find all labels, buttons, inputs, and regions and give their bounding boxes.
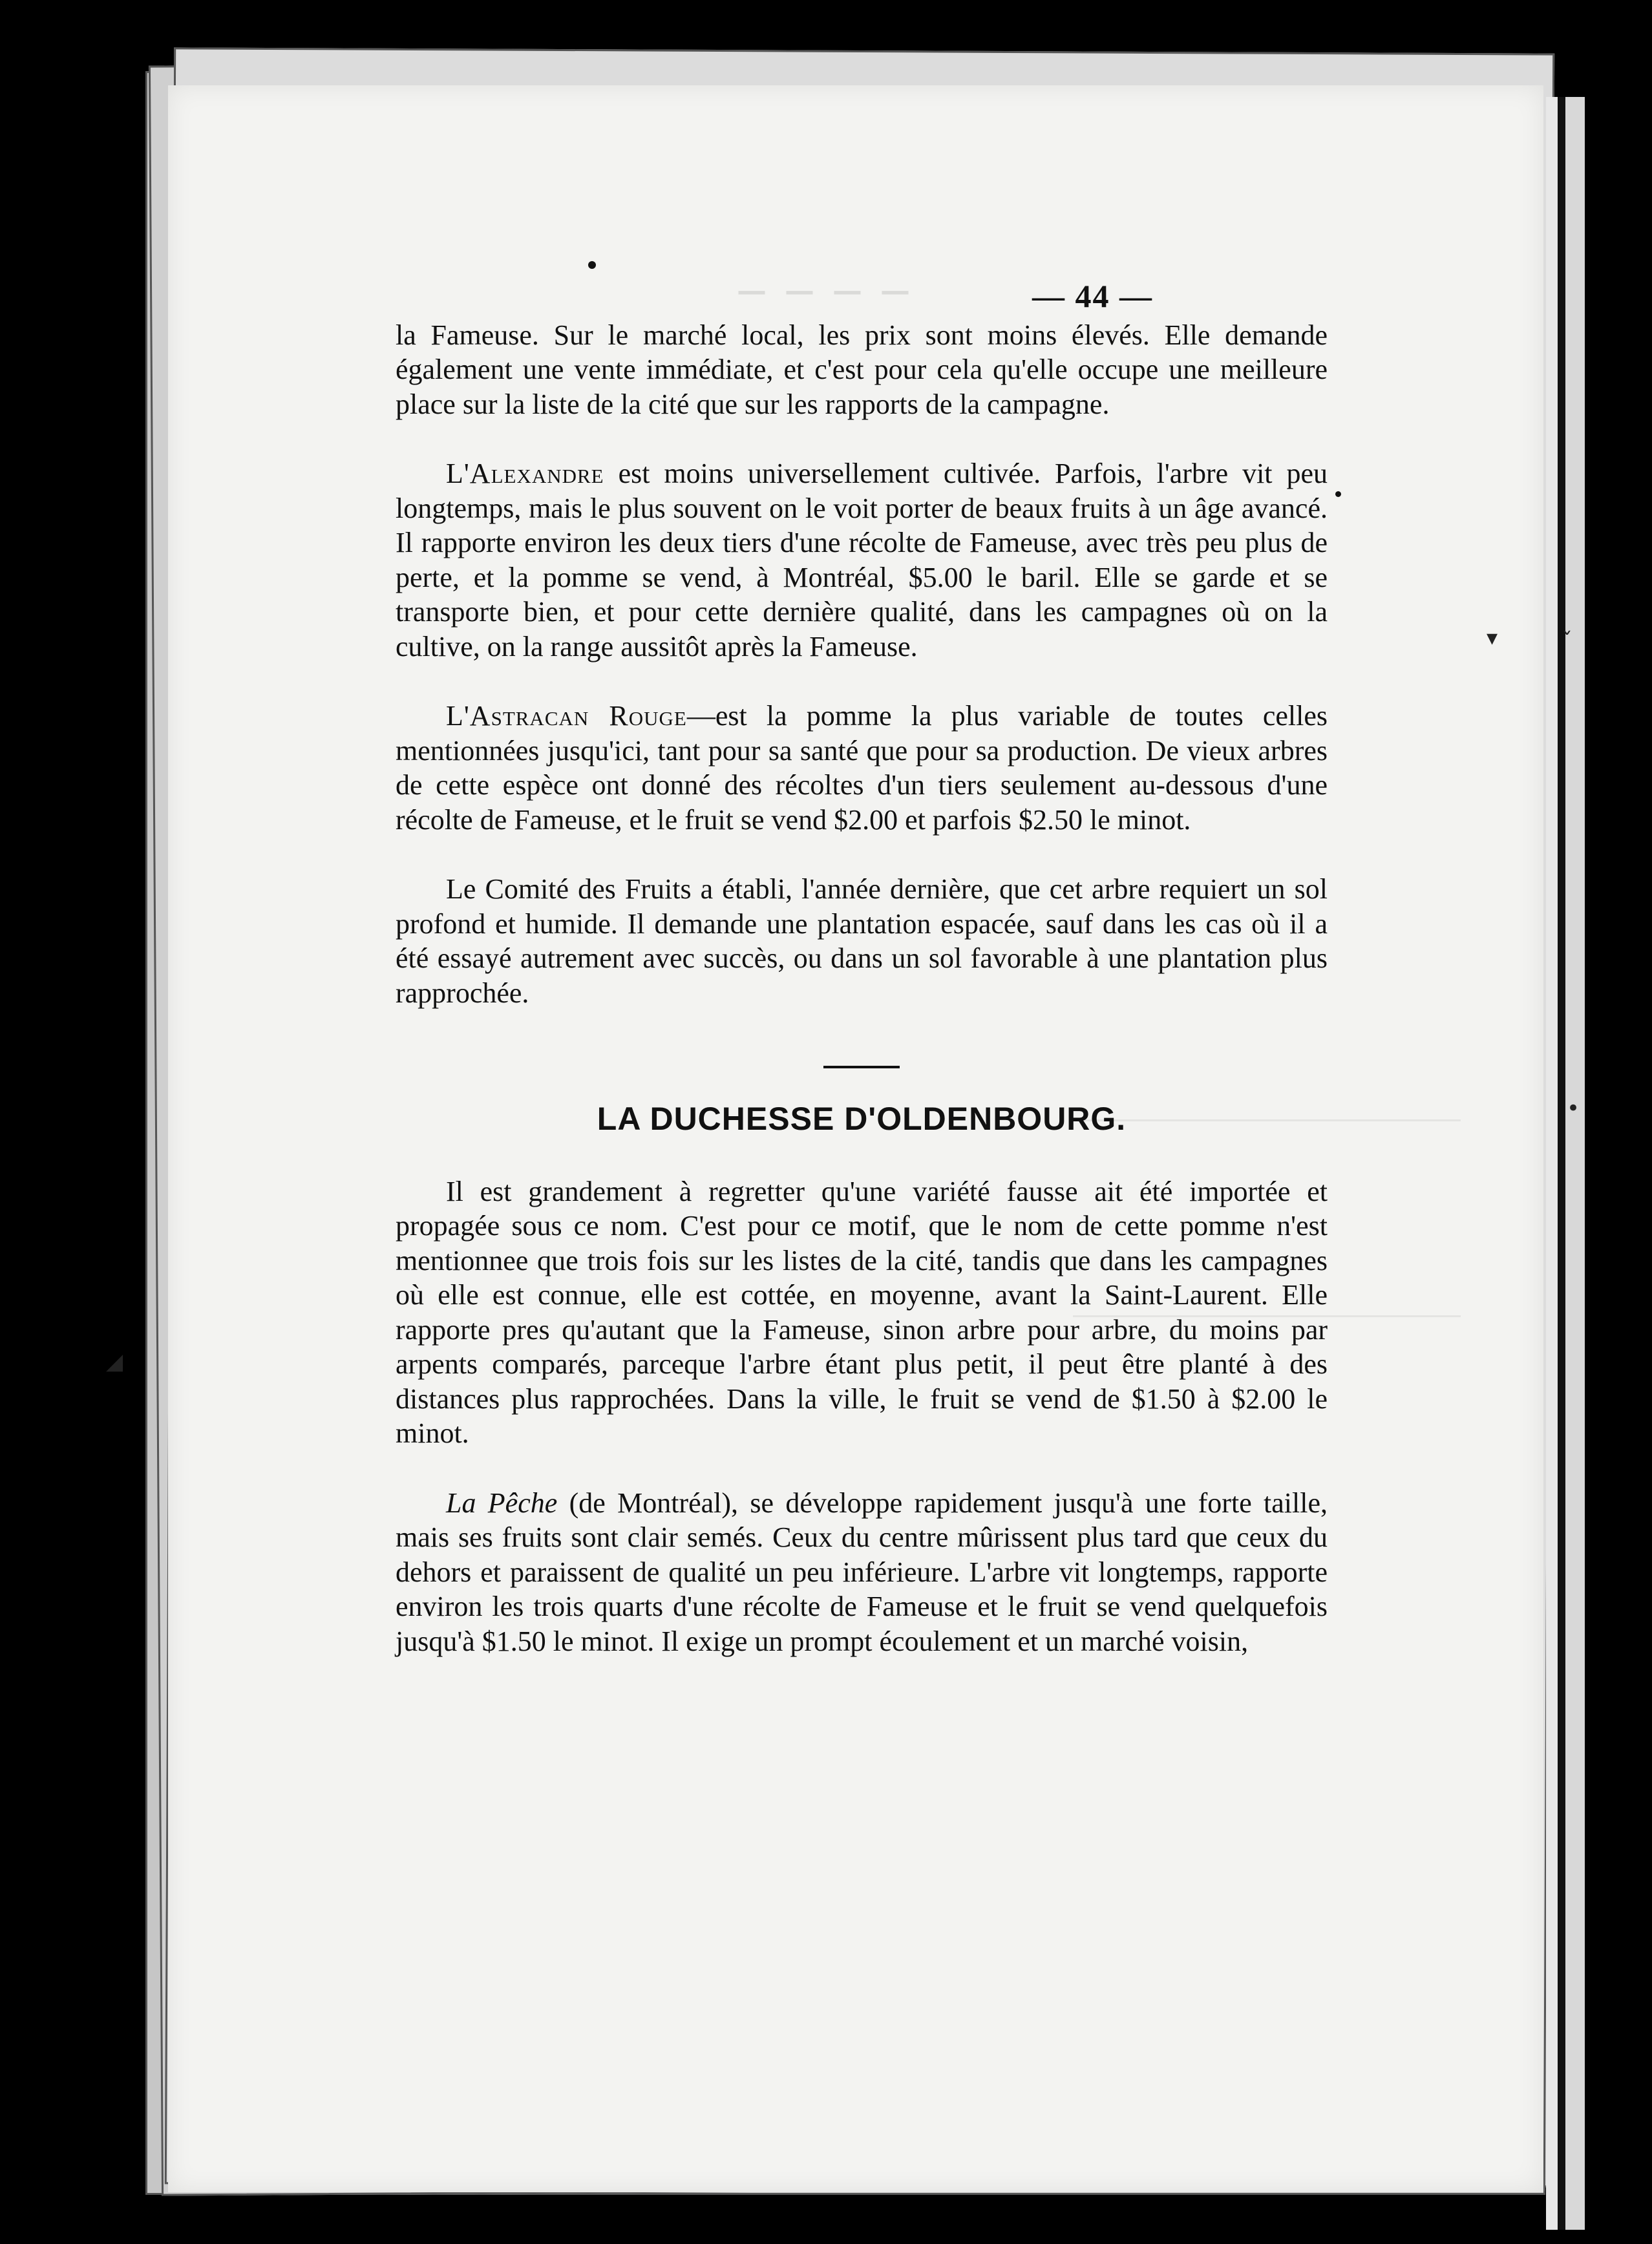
bleed-through-mark: — — — — bbox=[737, 273, 915, 308]
margin-mark: • bbox=[1567, 1096, 1580, 1121]
variety-name: L'Alexandre bbox=[446, 458, 604, 489]
ink-speck bbox=[1335, 491, 1341, 497]
margin-mark: ▾ bbox=[1487, 625, 1498, 651]
paragraph-text: —est la pomme la plus variable de toutes celles mentionnées jusqu'ici, tant pour sa santé que pour sa production. De vieux arbres de cette espèce ont donné des récoltes d'un tiers seulement au-dessous d'une récolte de Fameuse, et le fruit se vend $2.00 et parfois $2.50 le minot. bbox=[396, 700, 1328, 836]
section-heading: LA DUCHESSE D'OLDENBOURG. bbox=[597, 1101, 1127, 1137]
paragraph bbox=[396, 456, 1328, 664]
paragraph: la Fameuse. Sur le marché local, les prix sont moins élevés. Elle demande également une vente immédiate, et c'est pour cela qu'elle occupe une meilleure place sur la liste de la cité que sur les rapports de la campagne. bbox=[396, 319, 1328, 420]
page-number: — 44 — bbox=[1032, 278, 1153, 314]
margin-mark: ˇ bbox=[1562, 628, 1573, 654]
section-divider bbox=[823, 1066, 900, 1068]
margin-mark: ◢ bbox=[106, 1349, 123, 1375]
page-text bbox=[396, 279, 1328, 1658]
binding-edge bbox=[1546, 97, 1624, 2230]
paragraph: Il est grandement à regretter qu'une variété fausse ait été importée et propagée sous ce nom. C'est pour ce motif, que le nom de cette pomme n'est mentionnee que trois fois sur les listes de la cité, tandis que dans les campagnes où elle est connue, elle est cottée, en moyenne, avant la Saint-Laurent. Elle rapporte pres qu'autant que la Fameuse, sinon arbre pour arbre, du moins par arpents comparés, parceque l'arbre étant plus petit, il peut être planté à des distances plus rapprochées. Dans la ville, le fruit se vend de $1.50 à $2.00 le minot. bbox=[396, 1175, 1328, 1449]
ink-speck bbox=[588, 261, 596, 269]
variety-name: L'Astracan Rouge bbox=[446, 700, 687, 732]
variety-name: La Pêche bbox=[446, 1487, 558, 1519]
paragraph-text: est moins universellement cultivée. Parfois, l'arbre vit peu longtemps, mais le plus souvent on le voit porter de beaux fruits à un âge avancé. Il rapporte environ les deux tiers d'une récolte de Fameuse, avec très peu plus de perte, et la pomme se vend, à Montréal, $5.00 le baril. Elle se garde et se transporte bien, et pour cette dernière qualité, dans les campagnes où on la cultive, on la range aussitôt après la Fameuse. bbox=[396, 458, 1328, 662]
paragraph-text: (de Montréal), se développe rapidement jusqu'à une forte taille, mais ses fruits sont clair semés. Ceux du centre mûrissent plus tard que ceux du dehors et paraissent de qualité un peu inférieure. L'arbre vit longtemps, rapporte environ les trois quarts d'une récolte de Fameuse et le fruit se vend quelquefois jusqu'à $1.50 le minot. Il exige un prompt écoulement et un marché voisin, bbox=[396, 1487, 1328, 1657]
paragraph bbox=[396, 699, 1328, 837]
paragraph bbox=[396, 1486, 1328, 1659]
paragraph: Le Comité des Fruits a établi, l'année dernière, que cet arbre requiert un sol profond et humide. Il demande une plantation espacée, sauf dans les cas où il a été essayé autrement avec succès, ou dans un sol favorable à une plantation plus rapprochée. bbox=[396, 873, 1328, 1009]
